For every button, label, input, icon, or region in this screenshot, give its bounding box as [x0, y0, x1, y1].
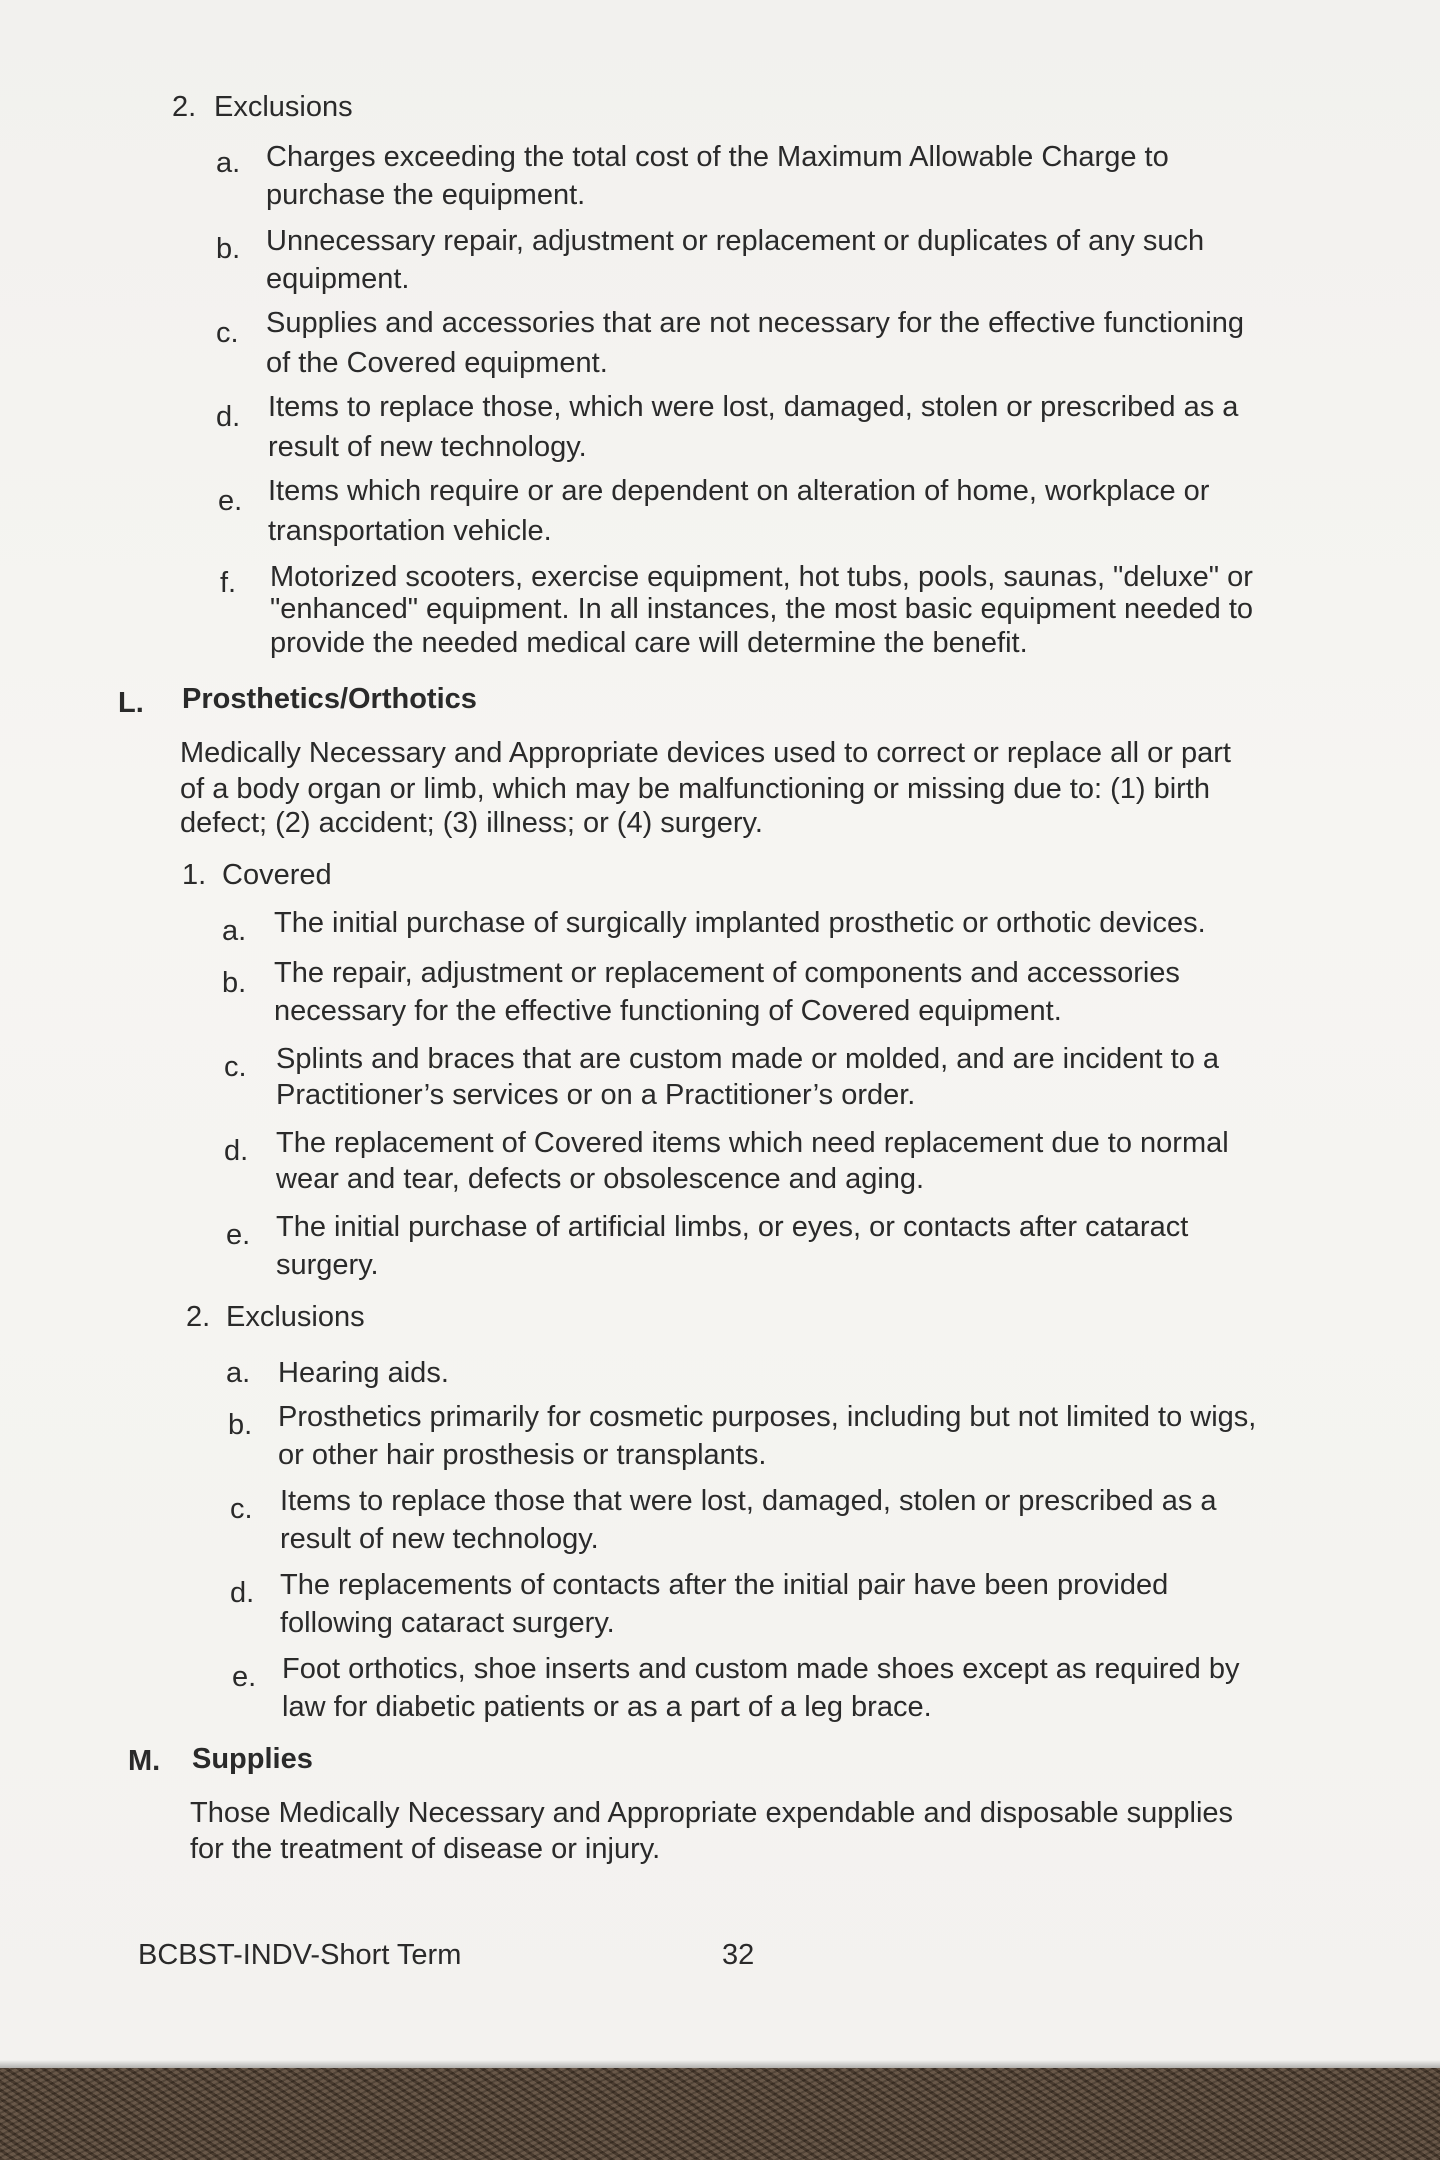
- item-text: Items which require or are dependent on alteration of home, workplace or: [268, 475, 1210, 507]
- item-text: Charges exceeding the total cost of the Maximum Allowable Charge to: [266, 141, 1169, 173]
- section-intro-text: of a body organ or limb, which may be malfunctioning or missing due to: (1) birth: [180, 773, 1210, 805]
- section-intro-text: Those Medically Necessary and Appropriate expendable and disposable supplies: [190, 1797, 1234, 1829]
- item-text: Supplies and accessories that are not necessary for the effective functioning: [266, 307, 1244, 339]
- page-number: 32: [722, 1939, 755, 1971]
- item-text: Items to replace those that were lost, damaged, stolen or prescribed as a: [280, 1485, 1217, 1517]
- item-text: Splints and braces that are custom made or molded, and are incident to a: [276, 1043, 1220, 1075]
- section-title: Prosthetics/Orthotics: [182, 683, 477, 715]
- item-text: Practitioner’s services or on a Practitioner’s order.: [276, 1079, 916, 1111]
- item-text: equipment.: [266, 263, 410, 295]
- item-letter: b.: [228, 1409, 253, 1441]
- section-intro-text: defect; (2) accident; (3) illness; or (4) surgery.: [180, 807, 763, 839]
- subsection-label: Exclusions: [214, 91, 353, 123]
- footer-document-id: BCBST-INDV-Short Term: [138, 1939, 462, 1971]
- item-text: transportation vehicle.: [268, 515, 552, 547]
- item-text: Prosthetics primarily for cosmetic purposes, including but not limited to wigs,: [278, 1401, 1257, 1433]
- item-letter: c.: [230, 1493, 253, 1525]
- item-text: wear and tear, defects or obsolescence and aging.: [276, 1163, 925, 1195]
- subsection-label: Covered: [222, 859, 332, 891]
- item-text: law for diabetic patients or as a part of a leg brace.: [282, 1691, 932, 1723]
- item-text: of the Covered equipment.: [266, 347, 608, 379]
- list-number: 2.: [172, 91, 197, 123]
- item-text: The repair, adjustment or replacement of components and accessories: [274, 957, 1180, 989]
- item-text: result of new technology.: [268, 431, 587, 463]
- item-letter: a.: [216, 147, 241, 179]
- item-text: provide the needed medical care will determine the benefit.: [270, 627, 1028, 659]
- item-text: Motorized scooters, exercise equipment, hot tubs, pools, saunas, "deluxe" or: [270, 561, 1253, 593]
- section-letter: L.: [118, 687, 144, 719]
- item-text: surgery.: [276, 1249, 379, 1281]
- item-text: The initial purchase of artificial limbs, or eyes, or contacts after cataract: [276, 1211, 1189, 1243]
- item-letter: a.: [226, 1357, 251, 1389]
- item-text: following cataract surgery.: [280, 1607, 615, 1639]
- item-text: "enhanced" equipment. In all instances, the most basic equipment needed to: [270, 593, 1254, 625]
- item-letter: e.: [226, 1219, 251, 1251]
- item-text: The replacement of Covered items which need replacement due to normal: [276, 1127, 1229, 1159]
- subsection-label: Exclusions: [226, 1301, 365, 1333]
- section-intro-text: for the treatment of disease or injury.: [190, 1833, 661, 1865]
- item-letter: d.: [216, 401, 241, 433]
- item-text: necessary for the effective functioning of Covered equipment.: [274, 995, 1062, 1027]
- background-carpet: [0, 2068, 1440, 2160]
- section-intro-text: Medically Necessary and Appropriate devices used to correct or replace all or part: [180, 737, 1231, 769]
- item-text: result of new technology.: [280, 1523, 599, 1555]
- item-text: The replacements of contacts after the initial pair have been provided: [280, 1569, 1169, 1601]
- list-number: 1.: [182, 859, 207, 891]
- item-letter: b.: [222, 967, 247, 999]
- item-text: purchase the equipment.: [266, 179, 586, 211]
- item-text: Unnecessary repair, adjustment or replacement or duplicates of any such: [266, 225, 1205, 257]
- section-letter: M.: [128, 1745, 161, 1777]
- item-letter: c.: [216, 317, 239, 349]
- item-letter: b.: [216, 233, 241, 265]
- item-letter: d.: [224, 1135, 249, 1167]
- item-letter: f.: [220, 567, 237, 599]
- item-letter: d.: [230, 1577, 255, 1609]
- item-text: Foot orthotics, shoe inserts and custom made shoes except as required by: [282, 1653, 1240, 1685]
- item-letter: c.: [224, 1051, 247, 1083]
- item-letter: e.: [218, 485, 243, 517]
- item-letter: e.: [232, 1661, 257, 1693]
- item-letter: a.: [222, 915, 247, 947]
- list-number: 2.: [186, 1301, 211, 1333]
- section-title: Supplies: [192, 1743, 313, 1775]
- item-text: or other hair prosthesis or transplants.: [278, 1439, 767, 1471]
- item-text: The initial purchase of surgically implanted prosthetic or orthotic devices.: [274, 907, 1206, 939]
- item-text: Hearing aids.: [278, 1357, 449, 1389]
- item-text: Items to replace those, which were lost, damaged, stolen or prescribed as a: [268, 391, 1239, 423]
